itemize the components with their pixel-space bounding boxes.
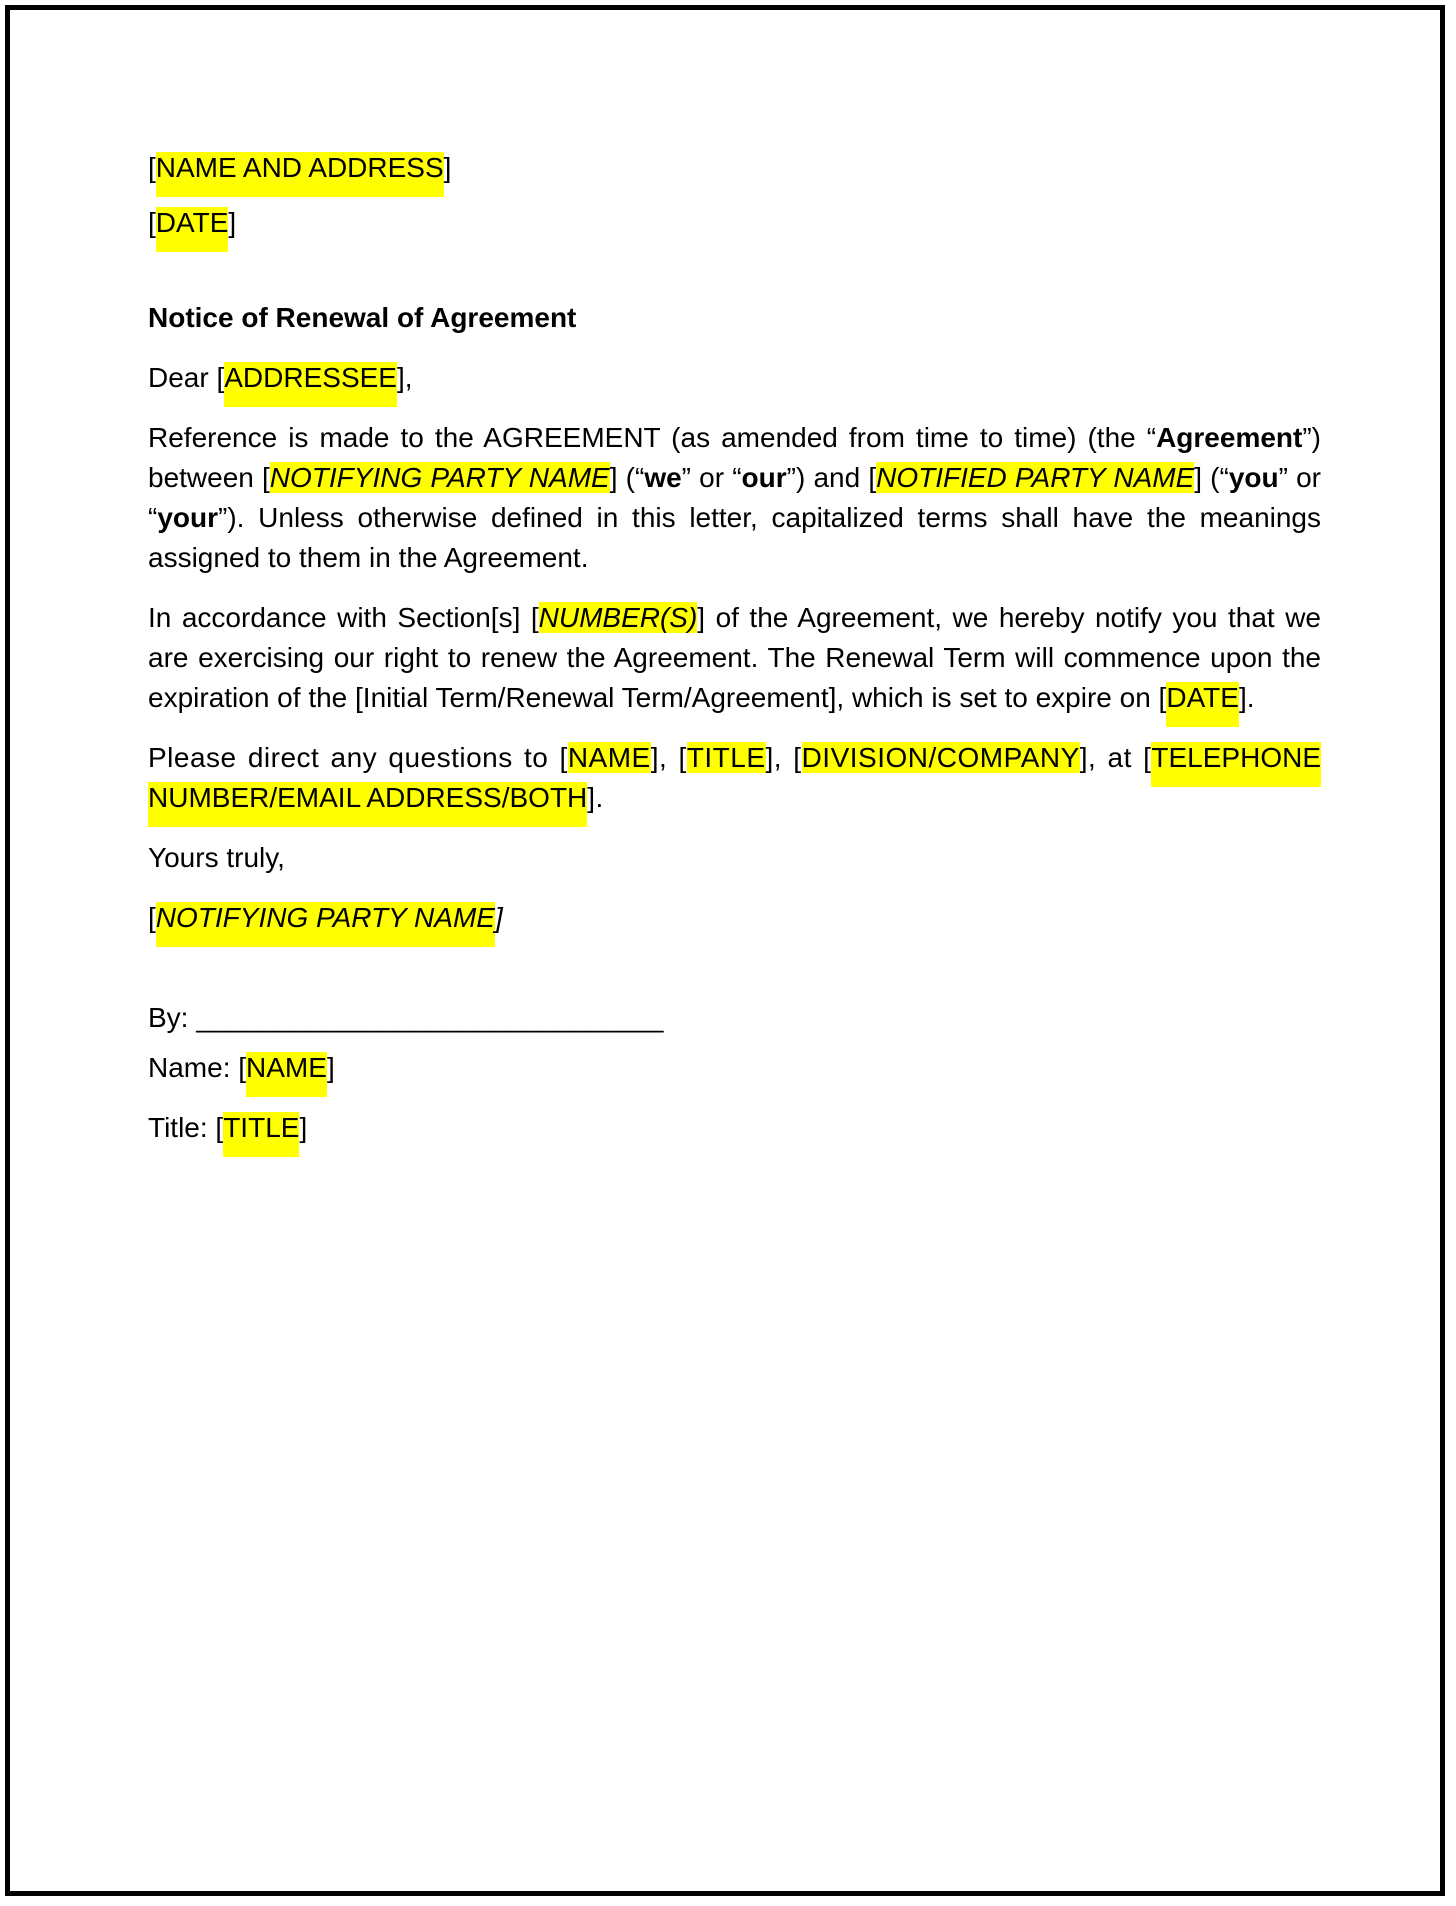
- signature-line: ______________________________: [196, 1002, 664, 1033]
- para1-text: ”) between [: [148, 422, 1321, 493]
- signature-by: [148, 998, 1321, 1038]
- para1-text: ] (“: [1194, 462, 1229, 493]
- letter-date: [DATE]: [148, 203, 1321, 243]
- placeholder-addressee: ADDRESSEE: [224, 362, 397, 407]
- para3-text: Please direct any questions to [: [148, 742, 568, 773]
- para2-text: In accordance with Section[s] [: [148, 602, 539, 633]
- letter-title: Notice of Renewal of Agreement: [148, 302, 577, 333]
- defined-term-our: our: [741, 462, 787, 493]
- placeholder-date: DATE: [156, 207, 229, 252]
- para3-text: ], [: [765, 742, 802, 773]
- para1-text: ” or “: [681, 462, 742, 493]
- signature-name: Name: [NAME]: [148, 1048, 1321, 1088]
- defined-term-you: you: [1228, 462, 1279, 493]
- title-label: Title: [: [148, 1112, 224, 1143]
- para2-text: ].: [1238, 682, 1255, 713]
- defined-term-your: your: [157, 502, 219, 533]
- placeholder-notifying-party: NOTIFYING PARTY NAME: [269, 462, 610, 493]
- paragraph-contact: [148, 738, 1321, 818]
- para3-text: ].: [587, 782, 604, 813]
- para2-text: ] of the Agreement, we hereby notify you that we are exercising our right to renew the Agreement. The Renewal Term will commence upon the expiration of the [Initial Term/Renewal Term/Agreement], which is set to expire on [: [148, 602, 1321, 713]
- closing: Yours truly,: [148, 842, 285, 873]
- placeholder-expiry-date: DATE: [1166, 682, 1239, 727]
- para1-text: ” or “: [148, 462, 1322, 533]
- placeholder-contact-details: TELEPHONE NUMBER/EMAIL ADDRESS/BOTH: [148, 742, 1321, 827]
- placeholder-section-numbers: NUMBER(S): [538, 602, 698, 633]
- recipient-name-address: [NAME AND ADDRESS]: [148, 148, 1321, 188]
- para3-text: ], [: [650, 742, 687, 773]
- placeholder-contact-name: NAME: [567, 742, 651, 773]
- defined-term-agreement: Agreement: [1156, 422, 1303, 453]
- placeholder-division-company: DIVISION/COMPANY: [801, 742, 1080, 773]
- signature-title: Title: [TITLE]: [148, 1108, 1321, 1148]
- placeholder-contact-title: TITLE: [686, 742, 766, 773]
- para1-text: ] (“: [609, 462, 645, 493]
- name-label: Name: [: [148, 1052, 247, 1083]
- salutation-prefix: Dear [: [148, 362, 225, 393]
- salutation-suffix: ],: [396, 362, 413, 393]
- paragraph-renewal: [148, 598, 1321, 718]
- placeholder-notified-party: NOTIFIED PARTY NAME: [876, 462, 1195, 493]
- para1-text: ”) and [: [786, 462, 877, 493]
- document-page: [5, 5, 1445, 1896]
- by-label: By:: [148, 1002, 197, 1033]
- para1-text: Reference is made to the AGREEMENT (as amended from time to time) (the “: [148, 422, 1157, 453]
- defined-term-we: we: [644, 462, 682, 493]
- letter-body: [148, 148, 1321, 1148]
- para3-text: ], at [: [1079, 742, 1152, 773]
- signature-party: [NOTIFYING PARTY NAME]: [148, 898, 1321, 938]
- para1-text: ”). Unless otherwise defined in this letter, capitalized terms shall have the meanings assigned to them in the Agreement.: [148, 502, 1321, 573]
- placeholder-name-address: NAME AND ADDRESS: [156, 152, 444, 197]
- placeholder-signature-party: NOTIFYING PARTY NAME: [156, 902, 495, 947]
- salutation: [148, 358, 1321, 398]
- placeholder-signer-title: TITLE: [223, 1112, 299, 1157]
- placeholder-signer-name: NAME: [246, 1052, 327, 1097]
- paragraph-reference: [148, 418, 1321, 578]
